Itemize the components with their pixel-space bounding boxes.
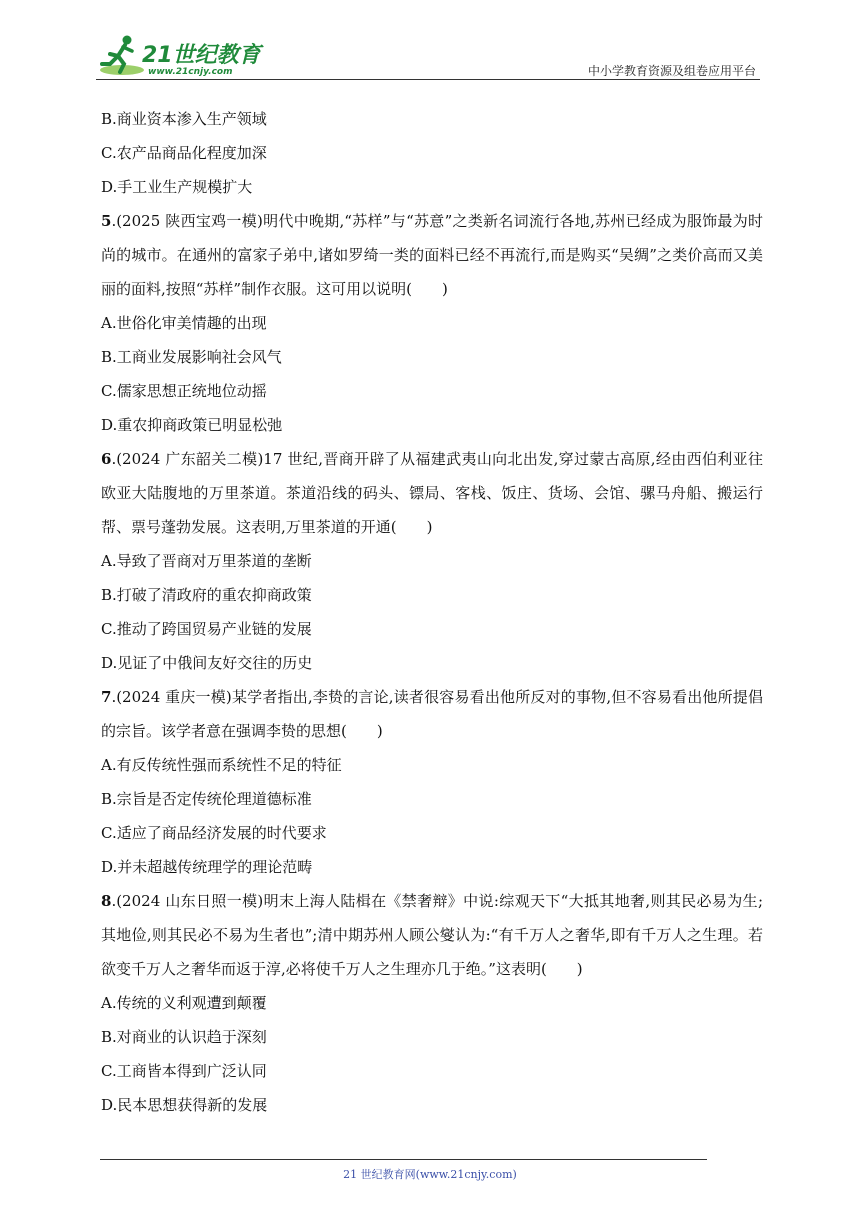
logo-url: www.21cnjy.com [148, 67, 233, 77]
logo-title: 21世纪教育 [142, 43, 261, 68]
option-c: C.儒家思想正统地位动摇 [101, 382, 267, 400]
option-a: A.导致了晋商对万里茶道的垄断 [101, 552, 312, 570]
option-b: B.打破了清政府的重农抑商政策 [101, 586, 312, 604]
option-c-prev: C.农产品商品化程度加深 [101, 144, 267, 162]
runner-logo-icon [96, 32, 146, 78]
option-c: C.推动了跨国贸易产业链的发展 [101, 620, 312, 638]
page-header [96, 28, 760, 80]
option-c: C.适应了商品经济发展的时代要求 [101, 824, 327, 842]
option-d: D.并未超越传统理学的理论范畴 [101, 858, 313, 876]
question-number: 6 [101, 450, 112, 468]
question-number: 5 [101, 212, 112, 230]
option-b-prev: B.商业资本渗入生产领域 [101, 110, 267, 128]
option-b: B.宗旨是否定传统伦理道德标准 [101, 790, 312, 808]
site-logo[interactable] [96, 32, 266, 78]
option-b: B.工商业发展影响社会风气 [101, 348, 282, 366]
question-5-stem [101, 204, 763, 306]
question-content [101, 102, 763, 1122]
footer-divider [100, 1159, 707, 1160]
option-d: D.见证了中俄间友好交往的历史 [101, 654, 313, 672]
option-a: A.传统的义利观遭到颠覆 [101, 994, 267, 1012]
option-a: A.有反传统性强而系统性不足的特征 [101, 756, 342, 774]
question-7-stem [101, 680, 763, 748]
question-number: 7 [101, 688, 112, 706]
question-number: 8 [101, 892, 112, 910]
option-d: D.重农抑商政策已明显松弛 [101, 416, 283, 434]
option-d-prev: D.手工业生产规模扩大 [101, 178, 253, 196]
question-8-stem [101, 884, 763, 986]
platform-name: 中小学教育资源及组卷应用平台 [587, 64, 756, 78]
header-divider [96, 79, 760, 80]
question-text: .(2024 山东日照一模)明末上海人陆楫在《禁奢辩》中说:综观天下“大抵其地奢,则其民必易为生;其地俭,则其民必不易为生者也”;清中期苏州人顾公燮认为:“有千万人之奢华,即有千万人之生理。若欲变千万人之奢华而返于淳,必将使千万人之生理亦几于绝。”这表明( ) [101, 892, 763, 978]
question-6-stem [101, 442, 763, 544]
option-b: B.对商业的认识趋于深刻 [101, 1028, 267, 1046]
question-text: .(2024 广东韶关二模)17 世纪,晋商开辟了从福建武夷山向北出发,穿过蒙古高原,经由西伯利亚往欧亚大陆腹地的万里茶道。茶道沿线的码头、镖局、客栈、饭庄、货场、会馆、骡马舟船、搬运行帮、票号蓬勃发展。这表明,万里茶道的开通( ) [101, 450, 763, 536]
question-text: .(2025 陕西宝鸡一模)明代中晚期,“苏样”与“苏意”之类新名词流行各地,苏州已经成为服饰最为时尚的城市。在通州的富家子弟中,诸如罗绮一类的面料已经不再流行,而是购买“吴绸”之类价高而又美丽的面料,按照“苏样”制作衣服。这可用以说明( ) [101, 212, 763, 298]
option-a: A.世俗化审美情趣的出现 [101, 314, 267, 332]
option-c: C.工商皆本得到广泛认同 [101, 1062, 267, 1080]
question-text: .(2024 重庆一模)某学者指出,李贽的言论,读者很容易看出他所反对的事物,但不容易看出他所提倡的宗旨。该学者意在强调李贽的思想( ) [101, 688, 763, 740]
footer-link[interactable]: 21 世纪教育网(www.21cnjy.com) [343, 1168, 517, 1181]
option-d: D.民本思想获得新的发展 [101, 1096, 268, 1114]
